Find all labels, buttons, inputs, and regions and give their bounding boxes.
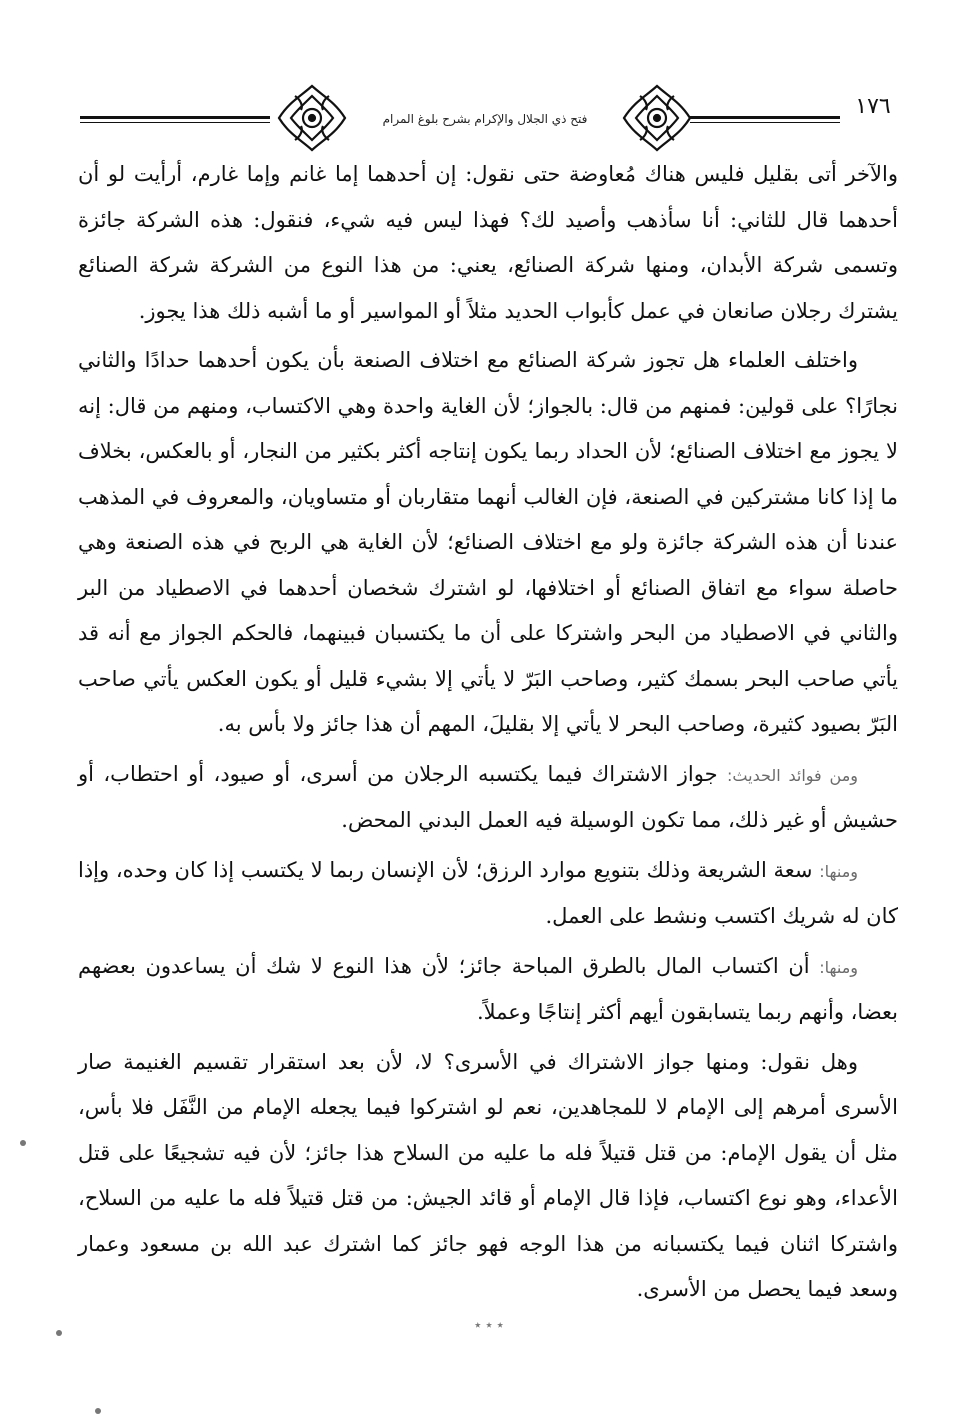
paragraph-label: ومنها: (819, 957, 858, 977)
header-rule-left (80, 116, 270, 119)
paragraph (78, 152, 898, 334)
paragraph (78, 848, 898, 940)
page-body (78, 152, 898, 1317)
paragraph (78, 338, 898, 748)
header-rule-right (690, 116, 840, 119)
paragraph-label: ومنها: (819, 861, 858, 881)
scan-speck (20, 1140, 26, 1146)
paragraph-text: واختلف العلماء هل تجوز شركة الصنائع مع اختلاف الصنعة بأن يكون أحدهما حدادًا والثاني نجارًا؟ على قولين: فمنهم من قال: بالجواز؛ لأن الغاية واحدة وهي الاكتساب، ومنهم من قال: إنه لا يجوز مع اختلاف الصنائع؛ لأن الحداد ربما يكون إنتاجه أكثر بكثير من النجار، أو بالعكس، بخلاف ما إذا كانا مشتركين في الصنعة، فإن الغالب أنهما متقاربان أو متساويان، والمعروف في المذهب عندنا أن هذه الشركة جائزة ولو مع اختلاف الصنائع؛ لأن الغاية هي الربح في هذه الصنعة وهي حاصلة سواء مع اتفاق الصنائع أو اختلافها، لو اشترك شخصان أحدهما في الاصطياد من البر والثاني في الاصطياد من البحر واشتركا على أن ما يكتسبان فبينهما، فالحكم الجواز مع أنه قد يأتي صاحب البحر بسمك كثير، وصاحب البَرّ لا يأتي إلا بشيء قليل أو يكون العكس يأتي صاحب البَرّ بصيود كثيرة، وصاحب البحر لا يأتي إلا بقليلَ، المهم أن هذا جائز ولا بأس به. (78, 348, 898, 736)
paragraph-text: جواز الاشتراك فيما يكتسبه الرجلان من أسرى، أو صيود، أو احتطاب، أو حشيش أو غير ذلك، مما تكون الوسيلة فيه العمل البدني المحض. (78, 761, 898, 832)
scan-speck (95, 1408, 101, 1414)
paragraph (78, 944, 898, 1036)
paragraph-text: أن اكتساب المال بالطرق المباحة جائز؛ لأن هذا النوع لا شك أن يساعدون بعضهم بعضا، وأنهم ربما يتسابقون أيهم أكثر إنتاجًا وعملاً. (78, 953, 898, 1024)
ornament-left-icon (275, 82, 349, 154)
scan-speck (56, 1330, 62, 1336)
paragraph (78, 1040, 898, 1313)
paragraph-text: سعة الشريعة وذلك بتنويع موارد الرزق؛ لأن الإنسان ربما لا يكتسب إذا كان وحده، وإذا كان له شريك اكتسب ونشط على العمل. (78, 857, 898, 928)
ornament-right-icon (620, 82, 694, 154)
book-title: فتح ذي الجلال والإكرام بشرح بلوغ المرام (382, 112, 588, 126)
paragraph-label: ومن فوائد الحديث: (727, 765, 858, 785)
page-header (80, 78, 898, 138)
section-separator: ٭ ٭ ٭ (474, 1318, 504, 1333)
paragraph-text: والآخر أتى بقليل فليس هناك مُعاوضة حتى نقول: إن أحدهما إما غانم وإما غارم، أرأيت لو أن أحدهما قال للثاني: أنا سأذهب وأصيد لك؟ فهذا ليس فيه شيء، فنقول: هذه الشركة جائزة وتسمى شركة الأبدان، ومنها شركة الصنائع، يعني: من هذا النوع من الشركة شركة الصنائع يشترك رجلان صانعان في عمل كأبواب الحديد مثلاً أو المواسير أو ما أشبه ذلك هذا يجوز. (78, 162, 898, 323)
page-number: ١٧٦ (855, 94, 891, 119)
paragraph-text: وهل نقول: ومنها جواز الاشتراك في الأسرى؟ لا، لأن بعد استقرار تقسيم الغنيمة صار الأسرى أمرهم إلى الإمام لا للمجاهدين، نعم لو اشتركوا فيما يجعله الإمام من النَّفَل فلا بأس، مثل أن يقول الإمام: من قتل قتيلاً فله ما عليه من السلاح هذا جائز؛ لأن فيه تشجيعًا على قتل الأعداء، وهو نوع اكتساب، فإذا قال الإمام أو قائد الجيش: من قتل قتيلاً فله ما عليه من السلاح، واشتركا اثنان فيما يكتسبانه من هذا الوجه فهو جائز كما اشترك عبد الله بن مسعود وعمار وسعد فيما يحصل من الأسرى. (78, 1049, 898, 1301)
paragraph (78, 752, 898, 844)
header-rule-left-thin (80, 122, 270, 123)
header-rule-right-thin (690, 122, 840, 123)
